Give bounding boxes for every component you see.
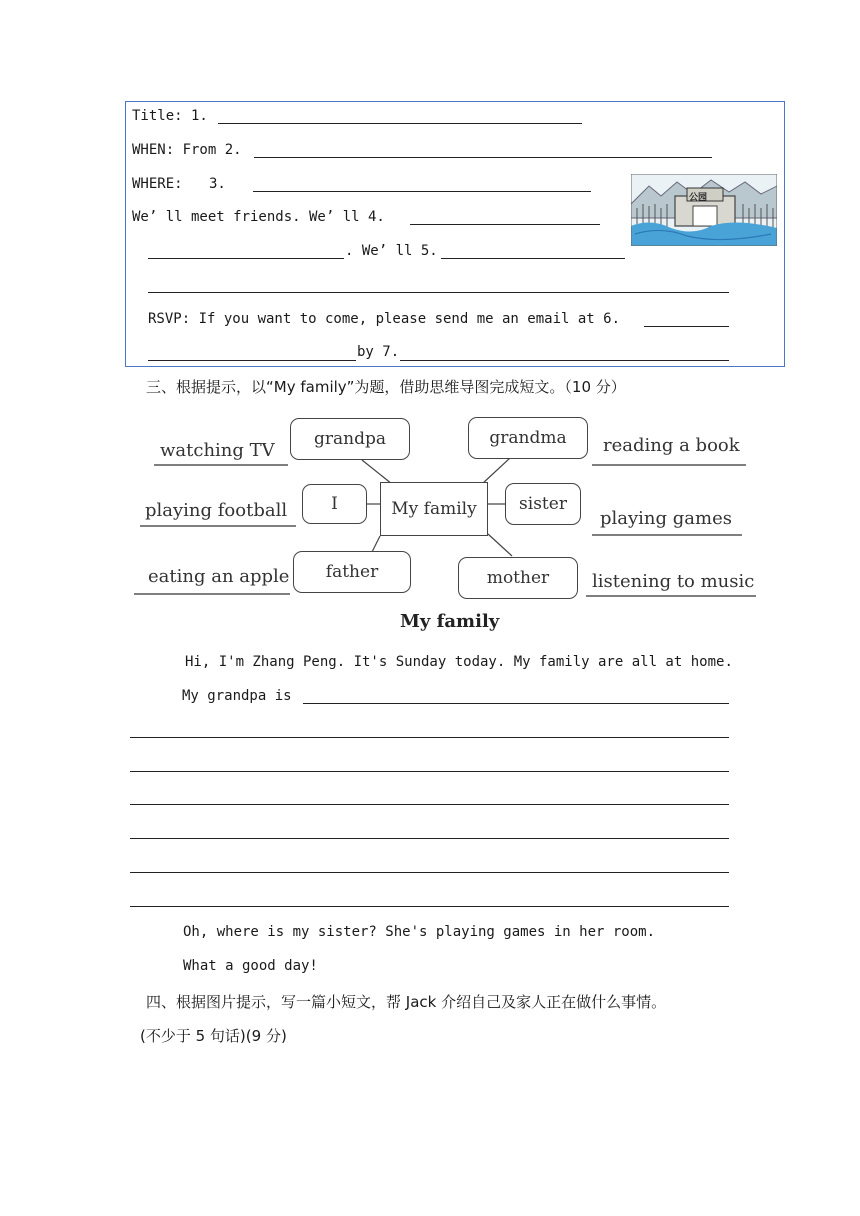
- activity-playing-football: playing football: [145, 500, 288, 521]
- where-label: WHERE:: [132, 176, 183, 192]
- section4-heading-line1: 四、根据图片提示，写一篇小短文，帮 Jack 介绍自己及家人正在做什么事情。: [146, 993, 667, 1011]
- writing-line-5[interactable]: [130, 838, 729, 839]
- node-grandpa: grandpa: [290, 418, 410, 460]
- node-grandma: grandma: [468, 417, 588, 459]
- passage-start: My grandpa is: [182, 688, 292, 704]
- mindmap-title: My family: [400, 611, 500, 632]
- writing-line-6[interactable]: [130, 872, 729, 873]
- title-label: Title: 1.: [132, 108, 208, 124]
- node-center: My family: [380, 482, 488, 536]
- writing-line-1[interactable]: [303, 703, 729, 704]
- writing-line-3[interactable]: [130, 771, 729, 772]
- activity-listening-music: listening to music: [592, 571, 755, 592]
- where-number: 3.: [209, 176, 226, 192]
- node-me: I: [302, 484, 367, 524]
- activity-eating-apple: eating an apple: [148, 566, 290, 587]
- line5-text: . We’ ll 5.: [345, 243, 438, 259]
- node-sister: sister: [505, 483, 581, 525]
- passage-intro: Hi, I'm Zhang Peng. It's Sunday today. My family are all at home.: [185, 654, 733, 670]
- passage-closing-2: What a good day!: [183, 958, 318, 974]
- park-sign: 公园: [689, 193, 708, 203]
- by-text: by 7.: [357, 344, 400, 360]
- passage-closing-1: Oh, where is my sister? She's playing games in her room.: [183, 924, 656, 940]
- writing-line-2[interactable]: [130, 737, 729, 738]
- section4-heading-line2: (不少于 5 句话)(9 分): [140, 1027, 287, 1045]
- node-father: father: [293, 551, 411, 593]
- writing-line-7[interactable]: [130, 906, 729, 907]
- rsvp-text: RSVP: If you want to come, please send me an email at 6.: [148, 311, 621, 327]
- when-label: WHEN: From 2.: [132, 142, 242, 158]
- writing-line-4[interactable]: [130, 804, 729, 805]
- node-mother: mother: [458, 557, 578, 599]
- section3-heading: 三、根据提示，以“My family”为题，借助思维导图完成短文。（10 分）: [146, 378, 626, 396]
- meet-text: We’ ll meet friends. We’ ll 4.: [132, 209, 385, 225]
- activity-reading-book: reading a book: [603, 435, 740, 456]
- activity-playing-games: playing games: [600, 508, 732, 529]
- activity-watching-tv: watching TV: [160, 440, 275, 461]
